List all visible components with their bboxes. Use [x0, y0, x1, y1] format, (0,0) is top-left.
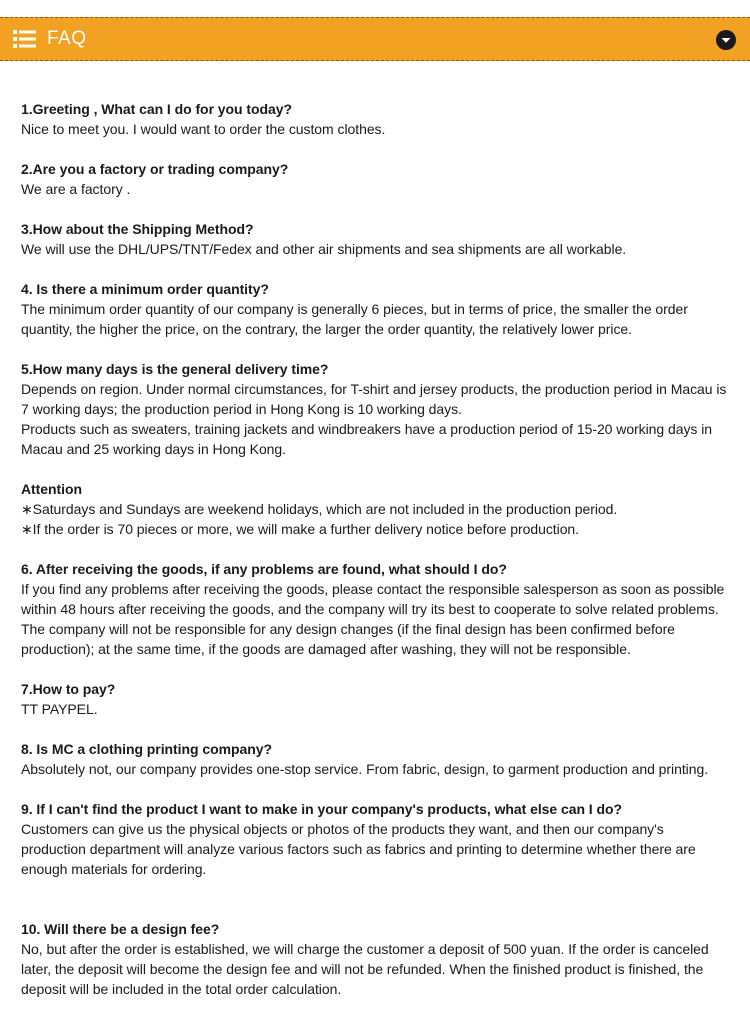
faq-item-7: [21, 679, 736, 719]
faq-answer-line: We are a factory .: [21, 181, 131, 197]
faq-answer-line: We will use the DHL/UPS/TNT/Fedex and other air shipments and sea shipments are all workable.: [21, 241, 627, 257]
faq-answer-line: The company will not be responsible for any design changes (if the final design has been confirmed before: [21, 621, 675, 637]
faq-answer-line: enough materials for ordering.: [21, 861, 207, 877]
faq-question: 6. After receiving the goods, if any problems are found, what should I do?: [21, 561, 507, 577]
attention-note: ∗If the order is 70 pieces or more, we will make a further delivery notice before production.: [21, 521, 580, 537]
faq-header[interactable]: [0, 17, 750, 61]
faq-question: 10. Will there be a design fee?: [21, 921, 220, 937]
faq-question: 7.How to pay?: [21, 681, 116, 697]
faq-answer-line: Customers can give us the physical objects or photos of the products they want, and then our company's: [21, 821, 664, 837]
faq-answer-line: Depends on region. Under normal circumstances, for T-shirt and jersey products, the production period in Macau is: [21, 381, 727, 397]
faq-item-10: [21, 919, 736, 999]
faq-item-3: [21, 219, 736, 259]
faq-answer-line: Absolutely not, our company provides one-stop service. From fabric, design, to garment production and printing.: [21, 761, 709, 777]
faq-item-6: [21, 559, 736, 659]
attention-note: ∗Saturdays and Sundays are weekend holidays, which are not included in the production period.: [21, 501, 618, 517]
faq-answer-line: production); at the same time, if the goods are damaged after washing, they will not be responsible.: [21, 641, 631, 657]
faq-answer-line: later, the deposit will become the design fee and will not be refunded. When the finished product is finished, the: [21, 961, 704, 977]
faq-answer-line: production department will analyze various factors such as fabrics and printing to determine whether there are: [21, 841, 696, 857]
faq-answer-line: within 48 hours after receiving the goods, and the company will try its best to cooperate to solve related problems.: [21, 601, 719, 617]
faq-question: 4. Is there a minimum order quantity?: [21, 281, 269, 297]
faq-question: 5.How many days is the general delivery time?: [21, 361, 329, 377]
faq-answer-line: quantity, the higher the price, on the contrary, the larger the order quantity, the relatively lower price.: [21, 321, 632, 337]
faq-question: 1.Greeting , What can I do for you today?: [21, 101, 292, 117]
faq-item-9: [21, 799, 736, 879]
faq-answer-line: 7 working days; the production period in Hong Kong is 10 working days.: [21, 401, 462, 417]
faq-answer-line: deposit will be included in the total order calculation.: [21, 981, 342, 997]
faq-answer-line: Products such as sweaters, training jackets and windbreakers have a production period of 15-20 working days in: [21, 421, 712, 437]
faq-answer-line: The minimum order quantity of our company is generally 6 pieces, but in terms of price, the smaller the order: [21, 301, 688, 317]
list-icon: [13, 29, 36, 49]
faq-question: 9. If I can't find the product I want to make in your company's products, what else can I do?: [21, 801, 622, 817]
faq-title: FAQ: [47, 28, 87, 49]
faq-item-4: [21, 279, 736, 339]
faq-item-5: [21, 359, 736, 459]
faq-question: 8. Is MC a clothing printing company?: [21, 741, 272, 757]
faq-attention: [21, 479, 736, 539]
faq-item-1: [21, 99, 736, 139]
faq-list: [21, 99, 736, 999]
faq-answer-line: Nice to meet you. I would want to order the custom clothes.: [21, 121, 386, 137]
attention-heading: Attention: [21, 481, 82, 497]
faq-answer-line: Macau and 25 working days in Hong Kong.: [21, 441, 286, 457]
faq-question: 2.Are you a factory or trading company?: [21, 161, 289, 177]
faq-question: 3.How about the Shipping Method?: [21, 221, 254, 237]
faq-answer-line: TT PAYPEL.: [21, 701, 98, 717]
faq-answer-line: No, but after the order is established, we will charge the customer a deposit of 500 yuan. If the order is canceled: [21, 941, 709, 957]
chevron-down-icon[interactable]: [716, 30, 736, 50]
faq-item-8: [21, 739, 736, 779]
faq-item-2: [21, 159, 736, 199]
faq-answer-line: If you find any problems after receiving the goods, please contact the responsible salesperson as soon as possible: [21, 581, 725, 597]
